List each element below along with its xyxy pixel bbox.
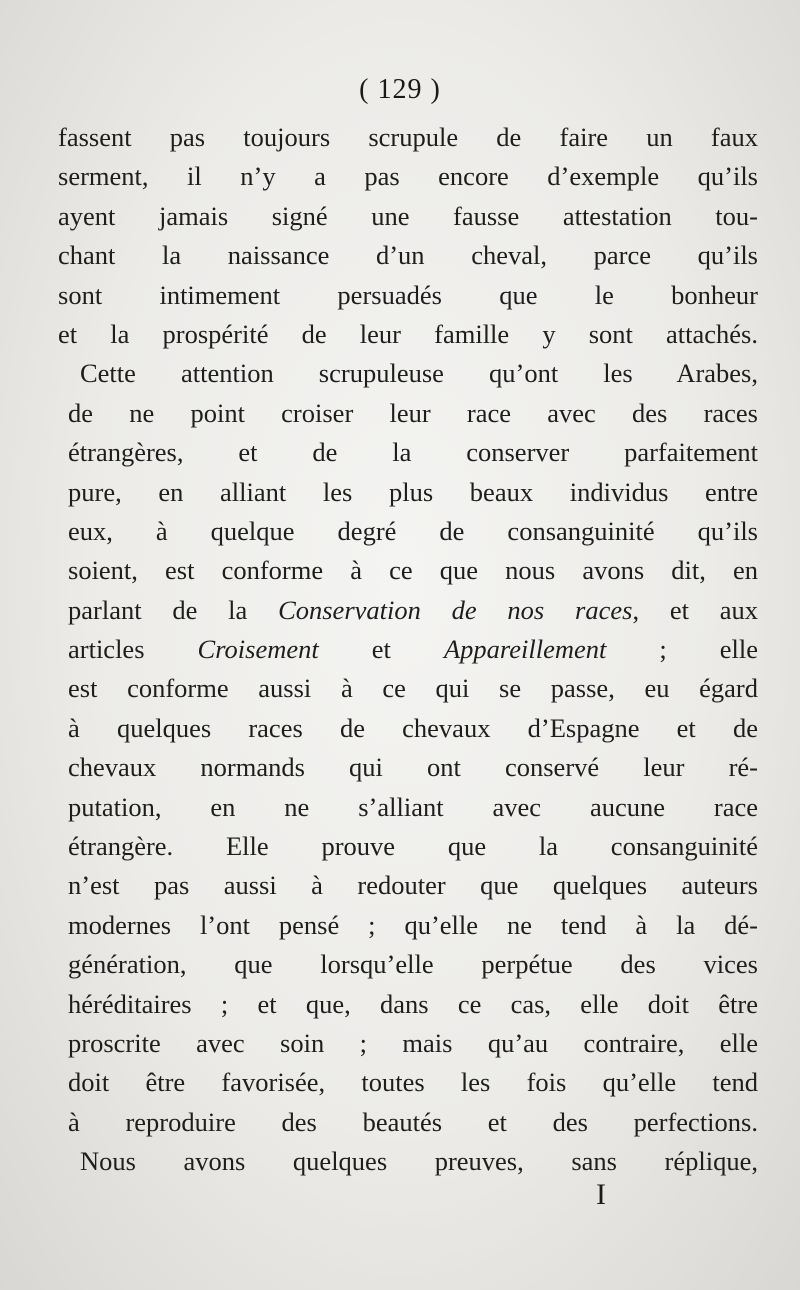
text-line: eux, à quelque degré de consanguinité qu’ils: [68, 515, 758, 546]
text-line: serment, il n’y a pas encore d’exemple qu’ils: [58, 161, 758, 192]
text-line: fassent pas toujours scrupule de faire un faux: [58, 122, 758, 152]
text-line: et la prospérité de leur famille y sont attachés.: [58, 318, 758, 349]
text-line-italic-ref: [58, 630, 758, 669]
text-line: de ne point croiser leur race avec des races: [68, 397, 758, 428]
text-line: génération, que lorsqu’elle perpétue des vices: [68, 949, 758, 980]
text-line: pure, en alliant les plus beaux individus entre: [68, 476, 758, 507]
italic-term: Appareillement: [443, 634, 607, 665]
text-line: chevaux normands qui ont conservé leur ré-: [68, 752, 758, 783]
text-line: doit être favorisée, toutes les fois qu’elle tend: [68, 1067, 758, 1098]
text-line: putation, en ne s’alliant avec aucune race: [68, 791, 758, 822]
text-line: soient, est conforme à ce que nous avons dit, en: [68, 555, 758, 586]
text-segment: parlant de la: [68, 594, 248, 625]
italic-term: Croisement: [197, 634, 319, 665]
paragraph-start-line: Cette attention scrupuleuse qu’ont les Arabes,: [80, 358, 758, 389]
text-line: à quelques races de chevaux d’Espagne et de: [68, 712, 758, 743]
page-number: ( 129 ): [359, 74, 441, 105]
signature-mark: I: [596, 1178, 606, 1211]
text-segment: articles: [68, 634, 145, 665]
text-line: modernes l’ont pensé ; qu’elle ne tend à la dé-: [68, 909, 758, 940]
text-segment: et: [318, 634, 444, 665]
text-line: est conforme aussi à ce qui se passe, eu égard: [68, 673, 758, 704]
paragraph-start-line: Nous avons quelques preuves, sans réplique,: [80, 1146, 758, 1177]
text-segment: , et aux: [632, 594, 759, 625]
text-line: étrangères, et de la conserver parfaitement: [68, 437, 758, 468]
italic-term: Conservation de nos races: [278, 594, 633, 625]
text-line: n’est pas aussi à redouter que quelques auteurs: [68, 870, 758, 901]
text-line: sont intimement persuadés que le bonheur: [58, 279, 758, 310]
text-line: étrangère. Elle prouve que la consanguinité: [68, 831, 758, 862]
text-line: héréditaires ; et que, dans ce cas, elle doit être: [68, 988, 758, 1019]
text-line: ayent jamais signé une fausse attestation tou-: [58, 200, 758, 231]
text-line: proscrite avec soin ; mais qu’au contraire, elle: [68, 1027, 758, 1058]
body-text: [58, 118, 758, 1182]
text-line: chant la naissance d’un cheval, parce qu’ils: [58, 240, 758, 271]
text-line: à reproduire des beautés et des perfections.: [68, 1106, 758, 1137]
text-line-italic-ref: [58, 591, 758, 630]
text-segment: ; elle: [606, 634, 759, 665]
